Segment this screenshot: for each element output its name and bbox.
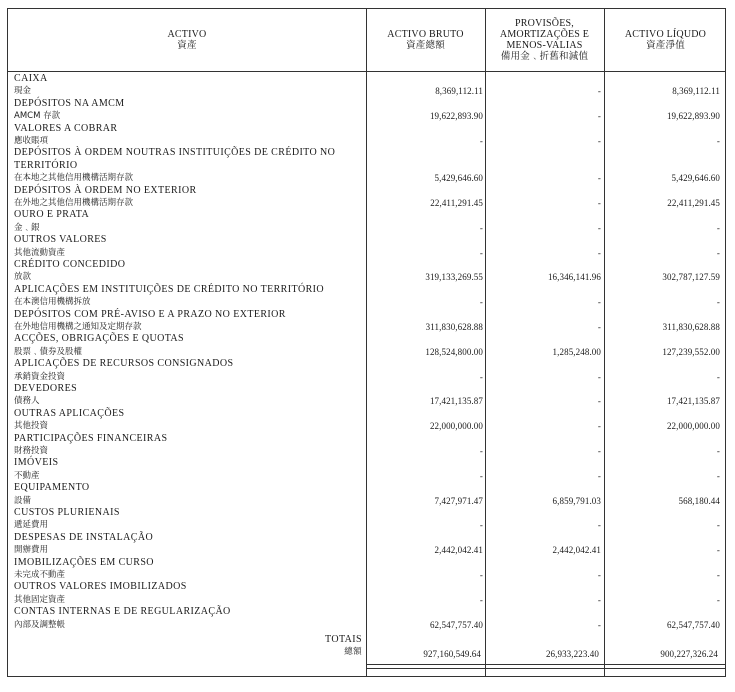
header-provisoes-label: PROVISÕES,: [515, 18, 574, 29]
row-label-pt: DEPÓSITOS COM PRÉ-AVISO E A PRAZO NO EXTERIOR: [14, 308, 286, 320]
table-row: [8, 209, 727, 234]
table-row: [8, 284, 727, 309]
row-label: [14, 209, 364, 234]
row-provisoes-value: -: [597, 222, 601, 233]
row-label-pt: CUSTOS PLURIENAIS: [14, 507, 120, 518]
row-liquido-value: -: [716, 297, 720, 308]
row-bruto-value: 7,427,971.47: [434, 495, 483, 506]
row-liquido-value: 22,411,291.45: [667, 197, 720, 208]
row-bruto-value: 62,547,757.40: [429, 619, 483, 630]
row-label-zh: 其他流動資產: [14, 247, 66, 258]
row-label-pt: IMOBILIZAÇÕES EM CURSO: [14, 556, 154, 568]
row-liquido-value: -: [716, 247, 720, 258]
row-bruto-value: 22,411,291.45: [430, 197, 483, 208]
row-label-zh: 股票﹑債券及股權: [14, 346, 83, 357]
row-label-zh: 遞延費用: [14, 520, 49, 531]
row-provisoes-value: -: [597, 396, 601, 407]
row-label-zh: 現金: [14, 86, 32, 97]
row-label-zh: 內部及調整帳: [14, 619, 66, 630]
row-provisoes-value: 2,442,042.41: [552, 545, 601, 556]
row-label-pt: DESPESAS DE INSTALAÇÃO: [14, 531, 154, 543]
row-provisoes-value: -: [597, 247, 601, 258]
row-provisoes-value: 6,859,791.03: [552, 495, 601, 506]
row-bruto-value: 2,442,042.41: [434, 545, 483, 556]
row-label-pt: DEPÓSITOS À ORDEM NOUTRAS INSTITUIÇÕES DE CRÉDITO NO: [14, 147, 336, 159]
table-row: [8, 557, 727, 582]
row-label: [14, 98, 364, 123]
row-liquido-value: -: [716, 445, 720, 456]
table-row: [8, 581, 727, 606]
row-label: [14, 457, 364, 482]
table-row: [8, 507, 727, 532]
row-label-pt: OURO E PRATA: [14, 209, 90, 221]
row-liquido-value: 302,787,127.59: [662, 272, 720, 283]
header-activo: [8, 9, 366, 71]
row-label-pt: PARTICIPAÇÕES FINANCEIRAS: [14, 432, 168, 444]
header-activo-label-zh: 資產: [177, 40, 197, 51]
row-label-zh: 未完成不動產: [14, 570, 66, 580]
row-provisoes-value: -: [597, 111, 601, 122]
row-bruto-value: -: [479, 247, 483, 258]
row-provisoes-value: -: [597, 619, 601, 630]
header-activo-liquido: [604, 9, 727, 71]
row-liquido-value: -: [716, 371, 720, 382]
row-label: [14, 284, 364, 309]
row-bruto-value: -: [479, 569, 483, 580]
row-label-zh: 在外地信用機構之通知及定期存款: [14, 322, 142, 332]
header-bruto-label: ACTIVO BRUTO: [387, 29, 464, 40]
row-label-pt: DEPÓSITOS NA AMCM: [14, 97, 125, 109]
row-bruto-value: 128,524,800.00: [425, 346, 483, 357]
row-label-pt: APLICAÇÕES DE RECURSOS CONSIGNADOS: [14, 358, 234, 370]
table-row: [8, 185, 727, 210]
total-divider: [366, 668, 725, 669]
totals-provisoes: 26,933,223.40: [545, 649, 599, 659]
table-row: [8, 123, 727, 148]
row-label: [14, 185, 364, 210]
row-label-pt: CRÉDITO CONCEDIDO: [14, 259, 126, 270]
balance-sheet-table: [7, 8, 726, 677]
header-provisoes-label-zh: 備用金﹑折舊和減值: [500, 51, 589, 62]
row-liquido-value: 62,547,757.40: [666, 619, 720, 630]
row-label-pt: DEVEDORES: [14, 383, 78, 394]
header-bruto-label-zh: 資產總額: [406, 40, 445, 51]
row-provisoes-value: -: [597, 421, 601, 432]
header-liquido-label-zh: 資產淨值: [646, 40, 685, 51]
row-provisoes-value: -: [597, 520, 601, 531]
header-activo-bruto: [366, 9, 485, 71]
row-label: [14, 123, 364, 148]
table-row: [8, 457, 727, 482]
row-liquido-value: -: [716, 520, 720, 531]
row-label: [14, 234, 364, 259]
row-label-zh: 在本澳信用機構拆放: [14, 297, 91, 308]
row-provisoes-value: 1,285,248.00: [552, 346, 601, 357]
row-provisoes-value: -: [597, 470, 601, 481]
row-liquido-value: -: [716, 545, 720, 556]
total-divider: [366, 664, 725, 665]
row-provisoes-value: -: [597, 371, 601, 382]
row-bruto-value: -: [479, 594, 483, 605]
table-row: [8, 73, 727, 98]
table-row: [8, 98, 727, 123]
row-bruto-value: 17,421,135.87: [429, 396, 483, 407]
row-provisoes-value: -: [597, 594, 601, 605]
row-label: [14, 333, 364, 358]
row-label: [14, 433, 364, 458]
totals-bruto: 927,160,549.64: [423, 649, 481, 659]
row-label-pt: IMÓVEIS: [14, 457, 59, 469]
row-liquido-value: -: [716, 569, 720, 580]
table-row: [8, 383, 727, 408]
row-label-pt: CONTAS INTERNAS E DE REGULARIZAÇÃO: [14, 606, 231, 618]
header-liquido-label: ACTIVO LÍQUDO: [624, 29, 707, 40]
row-liquido-value: 8,369,112.11: [672, 86, 720, 97]
row-liquido-value: 19,622,893.90: [666, 111, 720, 122]
totals-liquido: 900,227,326.24: [660, 649, 718, 659]
table-row: [8, 482, 727, 507]
table-row: [8, 408, 727, 433]
row-bruto-value: -: [479, 470, 483, 481]
row-bruto-value: -: [479, 135, 483, 146]
row-label-zh: 在本地之其他信用機構活期存款: [14, 173, 134, 184]
row-liquido-value: 568,180.44: [678, 495, 720, 506]
row-label-zh: 在外地之其他信用機構活期存款: [14, 198, 134, 208]
row-label-pt: EQUIPAMENTO: [14, 482, 90, 494]
header-provisoes-label: MENOS-VALIAS: [506, 40, 583, 51]
row-bruto-value: -: [479, 520, 483, 531]
row-label-pt: OUTROS VALORES IMOBILIZADOS: [14, 581, 187, 593]
table-row: [8, 433, 727, 458]
row-provisoes-value: -: [597, 445, 601, 456]
table-row: [8, 358, 727, 383]
row-label: [14, 408, 364, 433]
row-liquido-value: 22,000,000.00: [666, 421, 720, 432]
row-bruto-value: -: [479, 445, 483, 456]
row-label-pt: VALORES A COBRAR: [14, 122, 118, 134]
row-label: [14, 383, 364, 408]
table-row: [8, 606, 727, 631]
row-label: [14, 507, 364, 532]
row-label-zh: 金﹑銀: [14, 222, 40, 233]
row-label-pt: OUTRAS APLICAÇÕES: [14, 407, 125, 419]
header-activo-label: ACTIVO: [167, 29, 207, 40]
row-liquido-value: 5,429,646.60: [671, 173, 720, 184]
row-provisoes-value: -: [597, 173, 601, 184]
row-label-pt: DEPÓSITOS À ORDEM NO EXTERIOR: [14, 184, 197, 196]
row-label: [14, 557, 364, 582]
row-provisoes-value: -: [597, 297, 601, 308]
row-label-zh: AMCM 存款: [14, 111, 61, 122]
row-bruto-value: 319,133,269.55: [425, 272, 483, 283]
row-liquido-value: -: [716, 135, 720, 146]
row-label: [14, 309, 364, 334]
row-bruto-value: -: [479, 371, 483, 382]
table-row: [8, 234, 727, 259]
row-label-zh: 放款: [14, 272, 32, 283]
row-label-zh: 不動產: [14, 470, 40, 481]
row-label: [14, 532, 364, 557]
row-provisoes-value: -: [597, 321, 601, 332]
totals-label: [325, 634, 362, 657]
row-label-pt: CAIXA: [14, 73, 48, 84]
row-label-pt: OUTROS VALORES: [14, 234, 107, 246]
row-label: [14, 581, 364, 606]
row-liquido-value: -: [716, 222, 720, 233]
table-row: [8, 309, 727, 334]
table-row: [8, 259, 727, 284]
row-label: [14, 606, 364, 631]
row-provisoes-value: -: [597, 569, 601, 580]
table-row: [8, 147, 727, 184]
totals-label-zh: 總額: [344, 647, 362, 657]
row-liquido-value: -: [716, 470, 720, 481]
table-row: [8, 333, 727, 358]
row-label-zh: 其他固定資產: [14, 594, 66, 605]
row-label: [14, 482, 364, 507]
row-provisoes-value: 16,346,141.96: [547, 272, 601, 283]
table-row: [8, 532, 727, 557]
row-liquido-value: 127,239,552.00: [662, 346, 720, 357]
header-provisoes-label: AMORTIZAÇÕES E: [499, 29, 590, 40]
header-provisoes: [485, 9, 604, 71]
row-label-zh: 應收賬項: [14, 136, 49, 146]
totals-label-pt: TOTAIS: [325, 634, 362, 645]
row-liquido-value: -: [716, 594, 720, 605]
row-label-pt: TERRITÓRIO: [14, 159, 78, 171]
row-label: [14, 73, 364, 98]
row-provisoes-value: -: [597, 86, 601, 97]
row-label-zh: 債務人: [14, 396, 40, 407]
row-provisoes-value: -: [597, 197, 601, 208]
row-label: [14, 358, 364, 383]
header-divider: [8, 71, 725, 72]
row-label-zh: 其他投資: [14, 421, 49, 432]
row-bruto-value: 19,622,893.90: [429, 111, 483, 122]
row-label-pt: ACÇÕES, OBRIGAÇÕES E QUOTAS: [14, 333, 185, 345]
row-provisoes-value: -: [597, 135, 601, 146]
row-label-zh: 承銷資金投資: [14, 371, 66, 382]
row-liquido-value: 311,830,628.88: [662, 321, 720, 332]
row-bruto-value: -: [479, 222, 483, 233]
row-label-zh: 開辦費用: [14, 545, 49, 556]
row-bruto-value: -: [479, 297, 483, 308]
row-label-zh: 設備: [14, 495, 32, 506]
row-bruto-value: 311,830,628.88: [425, 321, 483, 332]
row-label: [14, 147, 364, 184]
row-label-zh: 財務投資: [14, 446, 49, 456]
row-bruto-value: 22,000,000.00: [429, 421, 483, 432]
row-label: [14, 259, 364, 284]
row-bruto-value: 5,429,646.60: [434, 173, 483, 184]
row-bruto-value: 8,369,112.11: [435, 86, 483, 97]
row-liquido-value: 17,421,135.87: [666, 396, 720, 407]
row-label-pt: APLICAÇÕES EM INSTITUIÇÕES DE CRÉDITO NO TERRITÓRIO: [14, 283, 325, 295]
